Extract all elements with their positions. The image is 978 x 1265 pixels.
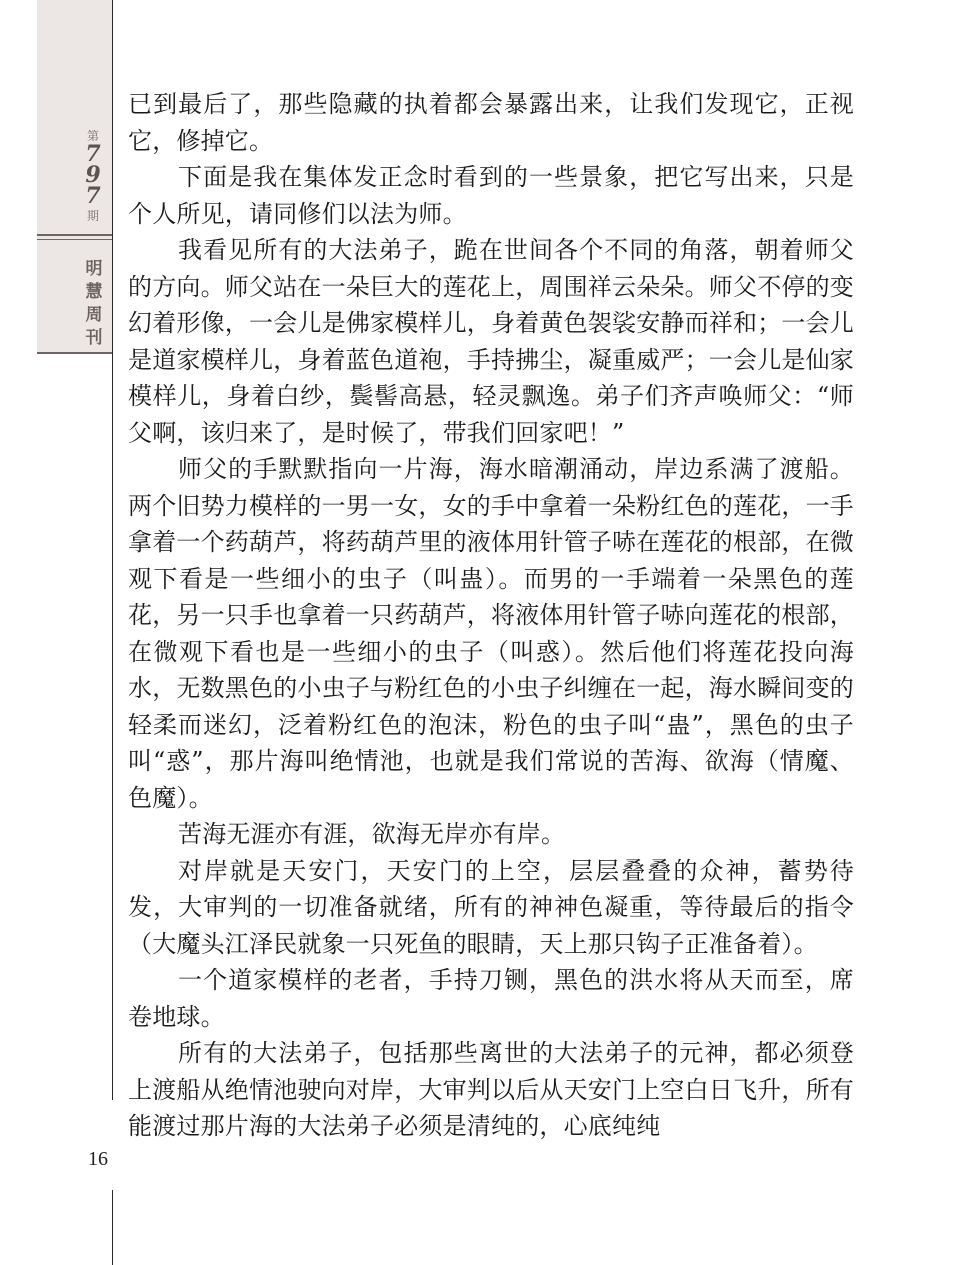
paragraph: 对岸就是天安门，天安门的上空，层层叠叠的众神，蓄势待发，大审判的一切准备就绪，所有的神神色凝重，等待最后的指令（大魔头江泽民就象一只死鱼的眼睛，天上那只钩子正准备着）。 (128, 856, 854, 958)
issue-prefix: 第 (86, 129, 99, 143)
issue-number (81, 141, 105, 209)
magazine-title-char: 周 (85, 305, 103, 325)
article-body (128, 86, 854, 1145)
magazine-title (79, 258, 109, 350)
paragraph: 所有的大法弟子，包括那些离世的大法弟子的元神，都必须登上渡船从绝情池驶向对岸，大审判以后从天安门上空白日飞升，所有能渡过那片海的大法弟子必须是清纯的，心底纯纯 (128, 1039, 854, 1140)
issue-digit: 7 (85, 183, 101, 209)
paragraph: 师父的手默默指向一片海，海水暗潮涌动，岸边系满了渡船。两个旧势力模样的一男一女，女的手中拿着一朵粉红色的莲花，一手拿着一个药葫芦，将药葫芦里的液体用针管子哧在莲花的根部，在微观下看是一些细小的虫子（叫蛊）。而男的一手端着一朵黑色的莲花，另一只手也拿着一只药葫芦，将液体用针管子哧向莲花的根部，在微观下看也是一些细小的虫子（叫惑）。然后他们将莲花投向海水，无数黑色的小虫子与粉红色的小虫子纠缠在一起，海水瞬间变的轻柔而迷幻，泛着粉红色的泡沫，粉色的虫子叫“蛊”，黑色的虫子叫“惑”，那片海叫绝情池，也就是我们常说的苦海、欲海（情魔、色魔）。 (128, 455, 854, 812)
sidebar-divider-thin (37, 239, 113, 240)
paragraph: 一个道家模样的老者，手持刀铡，黑色的洪水将从天而至，席卷地球。 (128, 966, 854, 1031)
issue-suffix: 期 (86, 209, 99, 223)
magazine-title-char: 明 (85, 259, 103, 279)
margin-rule (112, 0, 113, 1100)
paragraph: 已到最后了，那些隐藏的执着都会暴露出来，让我们发现它，正视它，修掉它。 (128, 90, 854, 155)
margin-rule-lower (112, 1190, 113, 1265)
magazine-title-char: 慧 (85, 282, 103, 302)
issue-digit: 9 (85, 162, 101, 188)
sidebar-divider (37, 234, 113, 236)
paragraph: 下面是我在集体发正念时看到的一些景象，把它写出来，只是个人所见，请同修们以法为师。 (128, 163, 854, 228)
paragraph: 苦海无涯亦有涯，欲海无岸亦有岸。 (178, 820, 566, 848)
issue-digit: 7 (85, 141, 101, 167)
magazine-title-char: 刊 (85, 328, 103, 348)
page-number: 16 (88, 1148, 108, 1170)
paragraph: 我看见所有的大法弟子，跪在世间各个不同的角落，朝着师父的方向。师父站在一朵巨大的莲花上，周围祥云朵朵。师父不停的变幻着形像，一会儿是佛家模样儿，身着黄色袈裟安静而祥和；一会儿是道家模样儿，身着蓝色道袍，手持拂尘，凝重威严；一会儿是仙家模样儿，身着白纱，鬓髻高悬，轻灵飘逸。弟子们齐声唤师父：“师父啊，该归来了，是时候了，带我们回家吧！” (128, 236, 854, 447)
